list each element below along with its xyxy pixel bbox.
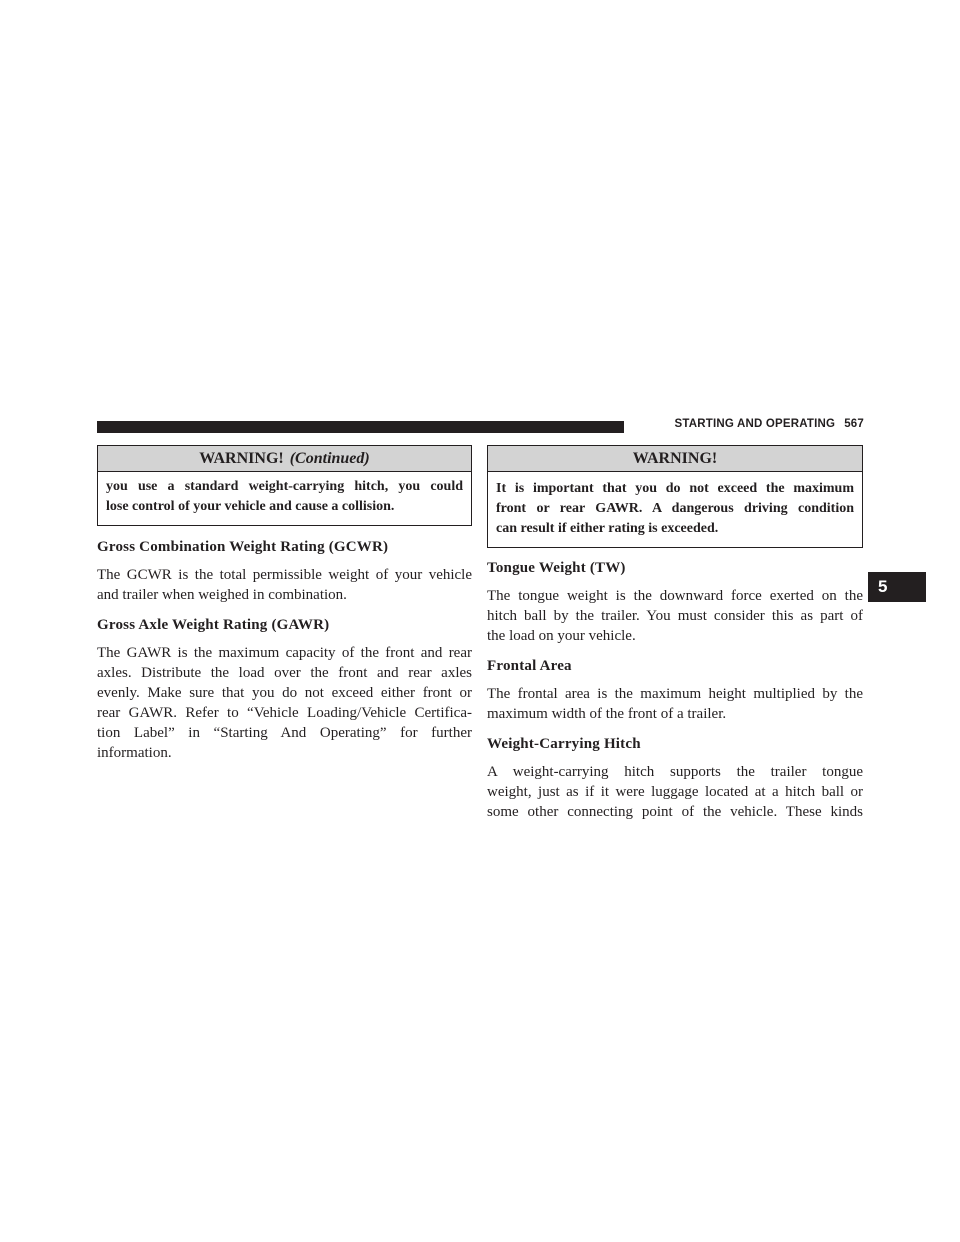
weight-carrying-hitch-heading: Weight-Carrying Hitch: [487, 736, 641, 752]
warning-line: can result if either rating is exceeded.: [496, 521, 719, 536]
right-column: [487, 445, 863, 822]
running-head: [632, 418, 864, 430]
gcwr-paragraph: [97, 565, 472, 605]
warning-line: It is important that you do not exceed the maximum: [496, 481, 854, 496]
left-column: [97, 445, 472, 763]
warning-line: front or rear GAWR. A dangerous driving condition: [496, 501, 854, 516]
warning-line: lose control of your vehicle and cause a collision.: [106, 499, 395, 514]
text-line: information.: [97, 745, 172, 761]
text-line: tion Label” in “Starting And Operating” for further: [97, 725, 472, 741]
text-line: and trailer when weighed in combination.: [97, 587, 347, 603]
header-rule: [97, 421, 624, 433]
text-line: rear GAWR. Refer to “Vehicle Loading/Vehicle Certifica-: [97, 705, 472, 721]
warning-continued-header: [98, 446, 471, 472]
text-line: weight, just as if it were luggage located at a hitch ball or: [487, 784, 863, 800]
text-line: evenly. Make sure that you do not exceed either front or: [97, 685, 472, 701]
warning-title: WARNING!: [632, 450, 718, 467]
text-line: The frontal area is the maximum height multiplied by the: [487, 686, 863, 702]
frontal-area-heading: Frontal Area: [487, 658, 572, 674]
gawr-paragraph: [97, 643, 472, 763]
warning-body: [488, 472, 862, 547]
page-number: 567: [844, 418, 864, 430]
text-line: The tongue weight is the downward force exerted on the: [487, 588, 863, 604]
text-line: The GCWR is the total permissible weight of your vehicle: [97, 567, 472, 583]
text-line: the load on your vehicle.: [487, 628, 636, 644]
text-line: maximum width of the front of a trailer.: [487, 706, 727, 722]
warning-continued-box: [97, 445, 472, 526]
warning-continued-label: (Continued): [289, 450, 370, 467]
gawr-heading: Gross Axle Weight Rating (GAWR): [97, 617, 330, 633]
frontal-area-paragraph: [487, 684, 863, 724]
tongue-weight-heading: Tongue Weight (TW): [487, 560, 626, 576]
text-line: A weight-carrying hitch supports the trailer tongue: [487, 764, 863, 780]
tongue-weight-paragraph: [487, 586, 863, 646]
text-line: The GAWR is the maximum capacity of the front and rear: [97, 645, 472, 661]
gcwr-heading: Gross Combination Weight Rating (GCWR): [97, 539, 389, 555]
text-line: hitch ball by the trailer. You must consider this as part of: [487, 608, 863, 624]
warning-title: WARNING!: [199, 450, 284, 467]
text-line: some other connecting point of the vehicle. These kinds: [487, 804, 863, 820]
warning-header: [488, 446, 862, 472]
text-line: axles. Distribute the load over the front and rear axles: [97, 665, 472, 681]
section-title: STARTING AND OPERATING: [674, 418, 836, 430]
warning-continued-body: [98, 472, 471, 525]
warning-box: [487, 445, 863, 548]
warning-line: you use a standard weight-carrying hitch, you could: [106, 479, 463, 494]
weight-carrying-hitch-paragraph: [487, 762, 863, 822]
chapter-tab: 5: [868, 572, 926, 602]
